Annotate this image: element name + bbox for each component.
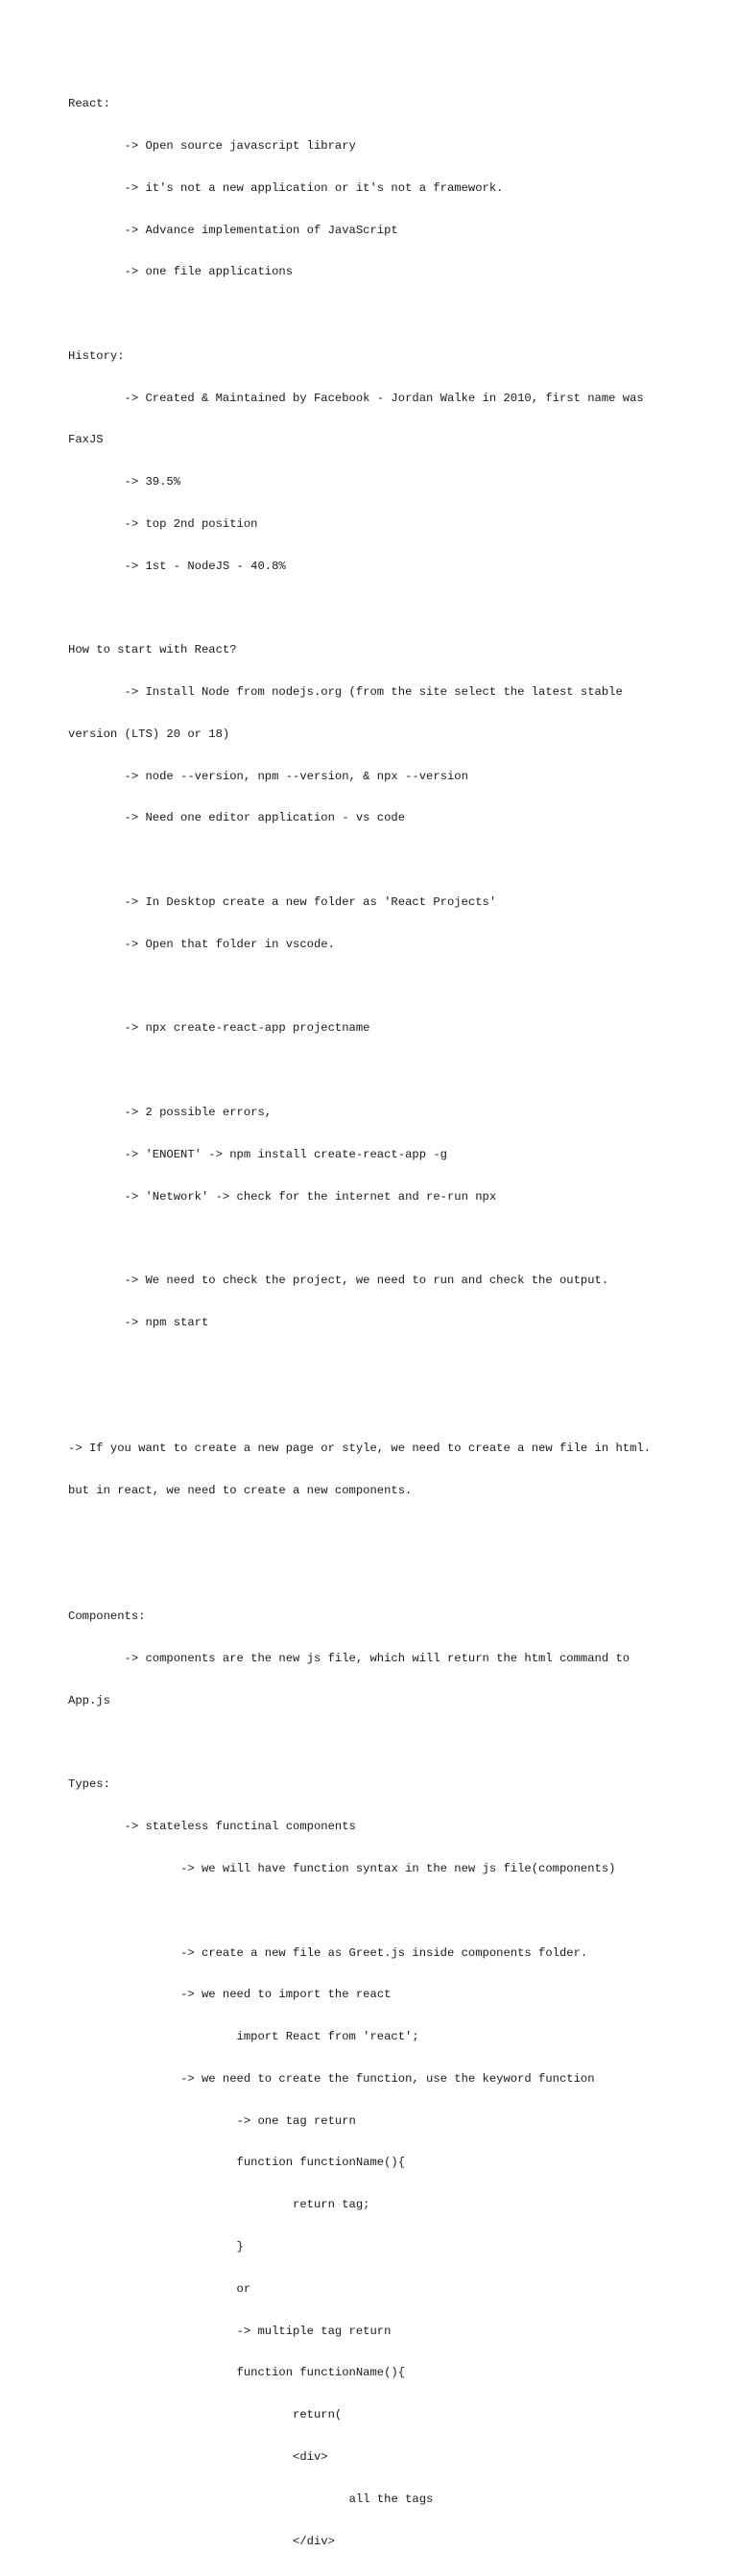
text-line: -> Advance implementation of JavaScript — [68, 223, 398, 237]
code-line: all the tags — [68, 2492, 434, 2506]
text-line: or — [68, 2281, 251, 2296]
text-line: -> 2 possible errors, — [68, 1105, 273, 1119]
text-line: -> it's not a new application or it's not a framework. — [68, 180, 504, 195]
text-line: -> 1st - NodeJS - 40.8% — [68, 559, 286, 573]
text-line: -> In Desktop create a new folder as 'React Projects' — [68, 895, 497, 910]
text-line: -> Created & Maintained by Facebook - Jordan Walke in 2010, first name was — [68, 391, 644, 405]
text-line: -> we need to create the function, use the keyword function — [68, 2071, 595, 2086]
text-line: version (LTS) 20 or 18) — [68, 727, 230, 741]
text-line: -> stateless functinal components — [68, 1820, 356, 1834]
text-line: -> 'ENOENT' -> npm install create-react-app -g — [68, 1147, 447, 1161]
text-line: -> Open that folder in vscode. — [68, 937, 335, 951]
text-line: -> Install Node from nodejs.org (from the site select the latest stable — [68, 685, 623, 700]
text-line: -> 'Network' -> check for the internet and re-run npx — [68, 1189, 497, 1204]
text-line: -> node --version, npm --version, & npx --version — [68, 769, 468, 783]
blank-line — [68, 1526, 682, 1540]
blank-line — [68, 1231, 682, 1246]
text-line: -> we need to import the react — [68, 1988, 392, 2002]
text-line: Types: — [68, 1777, 110, 1792]
text-line: Components: — [68, 1610, 146, 1624]
document-body — [68, 69, 682, 2576]
text-line: FaxJS — [68, 433, 104, 447]
blank-line — [68, 1399, 682, 1414]
code-line: return( — [68, 2408, 343, 2422]
text-line: -> Open source javascript library — [68, 138, 356, 153]
text-line: History: — [68, 348, 125, 363]
code-line: function functionName(){ — [68, 2366, 406, 2380]
code-line: } — [68, 2240, 244, 2254]
text-line: -> we will have function syntax in the new js file(components) — [68, 1862, 616, 1875]
blank-line — [68, 602, 682, 616]
code-line: </div> — [68, 2534, 335, 2548]
text-line: -> If you want to create a new page or style, we need to create a new file in html. — [68, 1442, 652, 1456]
code-line: import React from 'react'; — [68, 2030, 419, 2044]
text-line: React: — [68, 97, 110, 111]
code-line: function functionName(){ — [68, 2156, 406, 2170]
text-line: -> npx create-react-app projectname — [68, 1021, 370, 1036]
text-line: -> create a new file as Greet.js inside components folder. — [68, 1945, 588, 1960]
text-line: -> Need one editor application - vs code — [68, 811, 406, 825]
blank-line — [68, 1736, 682, 1751]
text-line: -> one file applications — [68, 265, 294, 279]
blank-line — [68, 980, 682, 994]
text-line: -> 39.5% — [68, 475, 181, 489]
text-line: -> multiple tag return — [68, 2324, 392, 2338]
text-line: -> top 2nd position — [68, 517, 258, 531]
text-line: -> npm start — [68, 1315, 209, 1329]
blank-line — [68, 1358, 682, 1372]
code-line: return tag; — [68, 2198, 370, 2212]
blank-line — [68, 853, 682, 868]
text-line: -> components are the new js file, which will return the html command to — [68, 1652, 630, 1666]
blank-line — [68, 1904, 682, 1919]
blank-line — [68, 307, 682, 322]
blank-line — [68, 1568, 682, 1583]
text-line: App.js — [68, 1693, 110, 1707]
text-line: -> We need to check the project, we need to run and check the output. — [68, 1274, 609, 1288]
text-line: but in react, we need to create a new components. — [68, 1483, 413, 1497]
text-line: -> one tag return — [68, 2113, 356, 2128]
text-line: How to start with React? — [68, 643, 237, 657]
blank-line — [68, 1063, 682, 1078]
code-line: <div> — [68, 2449, 328, 2464]
